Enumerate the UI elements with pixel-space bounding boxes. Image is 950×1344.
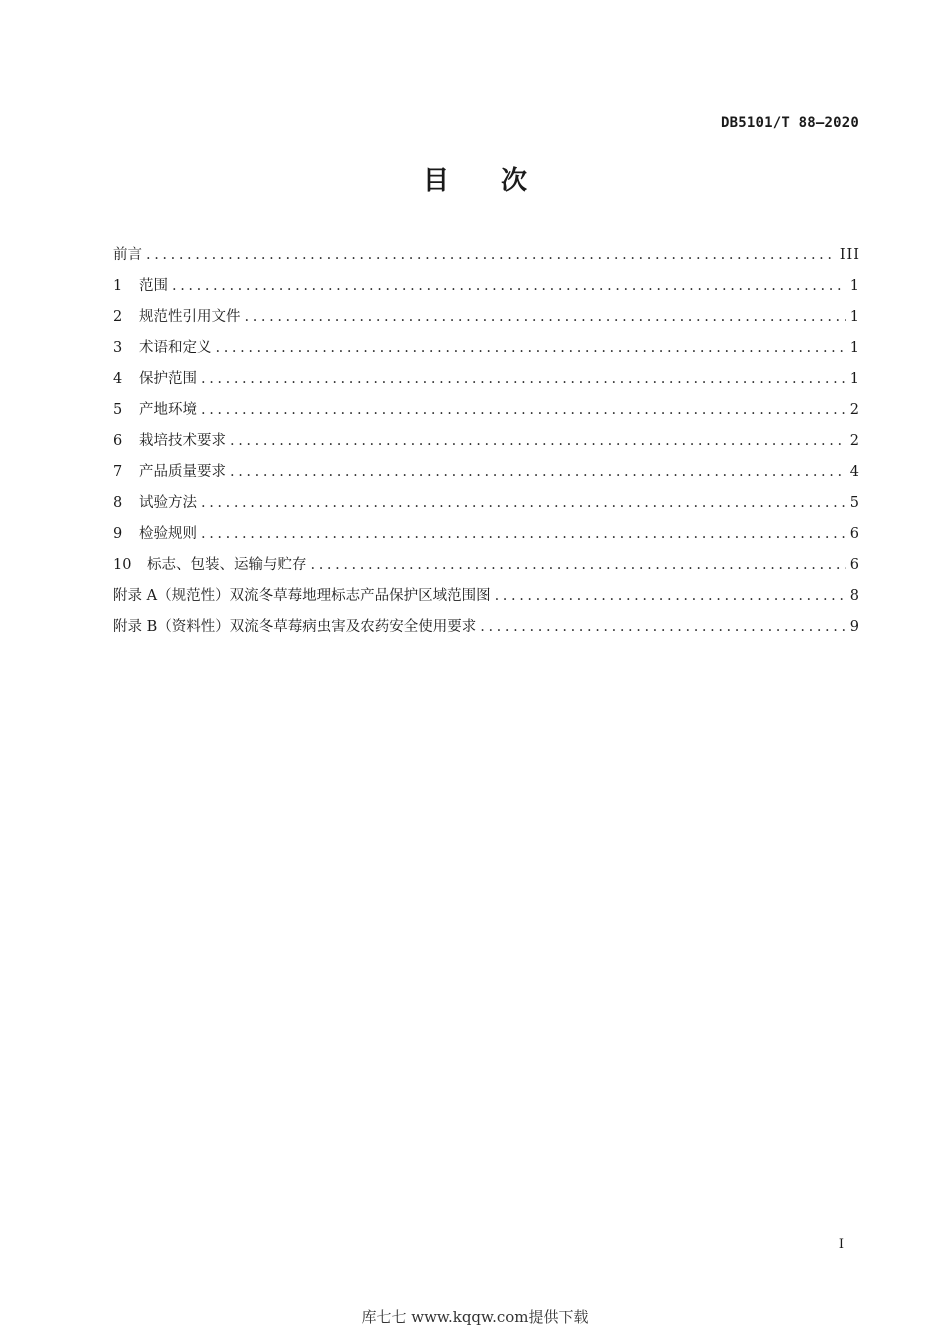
toc-entry[interactable] bbox=[113, 364, 860, 395]
toc-entry-page: III bbox=[839, 247, 860, 263]
page-title: 目次 bbox=[422, 166, 579, 196]
toc-entry-page: 2 bbox=[849, 433, 860, 449]
toc-entry-number: 1 bbox=[113, 278, 123, 294]
toc-entry-page: 9 bbox=[849, 619, 860, 635]
toc-dot-leader bbox=[230, 426, 846, 457]
toc-entry-title: 标志、包装、运输与贮存 bbox=[147, 557, 307, 573]
toc-dot-leader bbox=[146, 240, 836, 271]
toc-entry-title: 试验方法 bbox=[139, 495, 197, 511]
toc-entry-page: 5 bbox=[849, 495, 860, 511]
toc-entry-title: 术语和定义 bbox=[139, 340, 212, 356]
toc-entry-title: 附录 B（资料性）双流冬草莓病虫害及农药安全使用要求 bbox=[113, 619, 477, 635]
toc-entry[interactable] bbox=[113, 240, 860, 271]
watermark-text: 库七七 www.kqqw.com提供下载 bbox=[361, 1308, 589, 1326]
toc-dot-leader bbox=[201, 488, 846, 519]
toc-dot-leader bbox=[245, 302, 846, 333]
toc-entry[interactable] bbox=[113, 333, 860, 364]
toc-entry[interactable] bbox=[113, 271, 860, 302]
table-of-contents bbox=[113, 240, 860, 643]
toc-entry[interactable] bbox=[113, 395, 860, 426]
toc-entry-number: 10 bbox=[113, 557, 132, 573]
toc-entry[interactable] bbox=[113, 581, 860, 612]
toc-dot-leader bbox=[230, 457, 846, 488]
toc-entry-number: 7 bbox=[113, 464, 123, 480]
toc-entry-page: 1 bbox=[849, 278, 860, 294]
toc-dot-leader bbox=[216, 333, 846, 364]
toc-entry[interactable] bbox=[113, 550, 860, 581]
toc-dot-leader bbox=[495, 581, 846, 612]
toc-dot-leader bbox=[201, 519, 846, 550]
toc-entry-title: 栽培技术要求 bbox=[139, 433, 226, 449]
toc-dot-leader bbox=[201, 395, 846, 426]
toc-entry-page: 6 bbox=[849, 557, 860, 573]
toc-entry-number: 6 bbox=[113, 433, 123, 449]
toc-entry[interactable] bbox=[113, 426, 860, 457]
toc-dot-leader bbox=[480, 612, 846, 643]
toc-entry-number: 5 bbox=[113, 402, 123, 418]
toc-entry-page: 2 bbox=[849, 402, 860, 418]
toc-entry-title: 保护范围 bbox=[139, 371, 197, 387]
toc-entry-page: 1 bbox=[849, 309, 860, 325]
toc-entry-number: 2 bbox=[113, 309, 123, 325]
toc-entry-title: 检验规则 bbox=[139, 526, 197, 542]
toc-entry-page: 1 bbox=[849, 340, 860, 356]
page-number: I bbox=[838, 1237, 844, 1252]
toc-dot-leader bbox=[311, 550, 846, 581]
toc-entry-page: 8 bbox=[849, 588, 860, 604]
toc-entry-number: 3 bbox=[113, 340, 123, 356]
toc-entry-title: 范围 bbox=[139, 278, 168, 294]
standard-code: DB5101/T 88—2020 bbox=[720, 115, 859, 131]
toc-entry-title: 规范性引用文件 bbox=[139, 309, 241, 325]
toc-entry[interactable] bbox=[113, 302, 860, 333]
toc-entry-title: 前言 bbox=[113, 247, 142, 263]
toc-entry-title: 产品质量要求 bbox=[139, 464, 226, 480]
toc-entry-page: 6 bbox=[849, 526, 860, 542]
toc-entry[interactable] bbox=[113, 457, 860, 488]
toc-entry[interactable] bbox=[113, 519, 860, 550]
toc-dot-leader bbox=[201, 364, 846, 395]
toc-dot-leader bbox=[172, 271, 846, 302]
toc-entry-page: 4 bbox=[849, 464, 860, 480]
toc-entry-number: 8 bbox=[113, 495, 123, 511]
toc-entry-title: 附录 A（规范性）双流冬草莓地理标志产品保护区域范围图 bbox=[113, 588, 491, 604]
toc-entry-number: 9 bbox=[113, 526, 123, 542]
toc-entry[interactable] bbox=[113, 612, 860, 643]
toc-entry-number: 4 bbox=[113, 371, 123, 387]
toc-entry[interactable] bbox=[113, 488, 860, 519]
toc-entry-title: 产地环境 bbox=[139, 402, 197, 418]
toc-entry-page: 1 bbox=[849, 371, 860, 387]
